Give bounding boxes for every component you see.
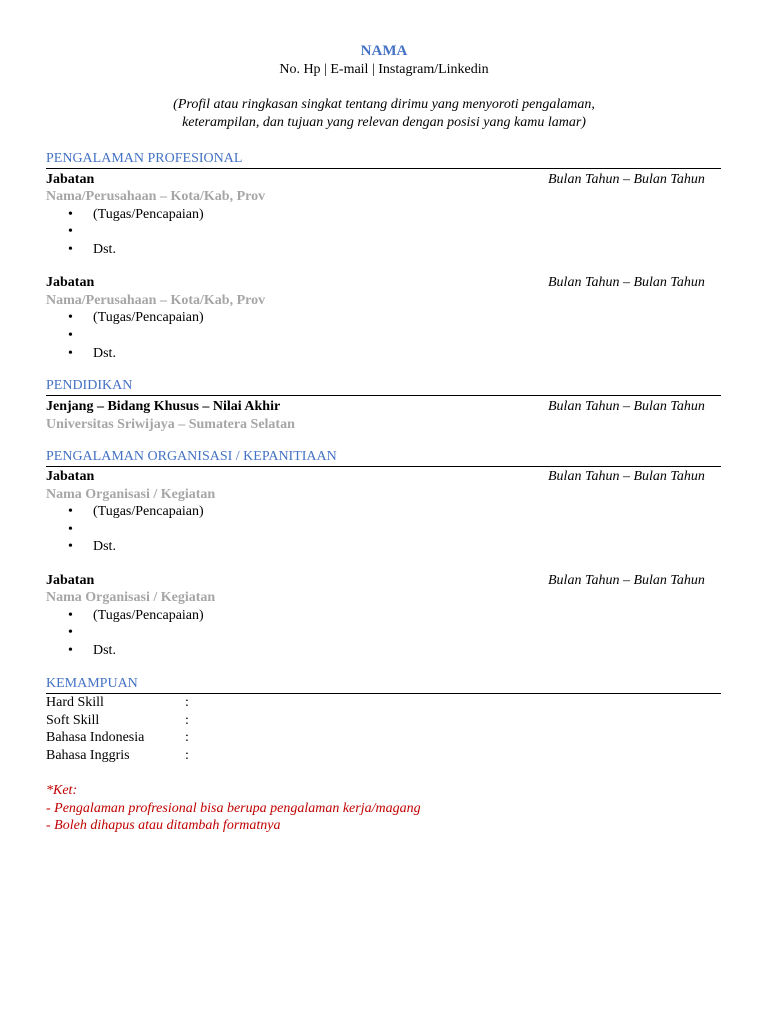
education-school: Universitas Sriwijaya – Sumatera Selatan: [46, 417, 295, 432]
bullet-icon: •: [68, 625, 73, 640]
org-date-range: Bulan Tahun – Bulan Tahun: [548, 573, 705, 588]
section-heading-professional: PENGALAMAN PROFESIONAL: [46, 150, 721, 169]
summary-line-1: (Profil atau ringkasan singkat tentang dirimu yang menyoroti pengalaman,: [173, 97, 595, 112]
skill-colon: :: [185, 695, 189, 710]
bullet-text: Dst.: [93, 643, 116, 658]
bullet-icon: •: [68, 539, 73, 554]
bullet-text: (Tugas/Pencapaian): [93, 207, 204, 222]
skill-label: Bahasa Indonesia: [46, 730, 145, 745]
note-title: *Ket:: [46, 783, 78, 798]
bullet-icon: •: [68, 328, 73, 343]
education-degree: Jenjang – Bidang Khusus – Nilai Akhir: [46, 399, 281, 414]
organization-name: Nama Organisasi / Kegiatan: [46, 487, 216, 502]
bullet-icon: •: [68, 643, 73, 658]
organization-name: Nama Organisasi / Kegiatan: [46, 590, 216, 605]
bullet-icon: •: [68, 346, 73, 361]
bullet-icon: •: [68, 242, 73, 257]
bullet-text: (Tugas/Pencapaian): [93, 504, 204, 519]
skill-colon: :: [185, 748, 189, 763]
skill-colon: :: [185, 730, 189, 745]
bullet-text: (Tugas/Pencapaian): [93, 608, 204, 623]
bullet-icon: •: [68, 504, 73, 519]
bullet-icon: •: [68, 310, 73, 325]
profile-summary: [0, 96, 768, 131]
skill-label: Hard Skill: [46, 695, 104, 710]
bullet-icon: •: [68, 224, 73, 239]
job-date-range: Bulan Tahun – Bulan Tahun: [548, 275, 705, 290]
resume-name: NAMA: [360, 43, 408, 59]
contact-line: No. Hp | E-mail | Instagram/Linkedin: [279, 62, 489, 77]
bullet-text: (Tugas/Pencapaian): [93, 310, 204, 325]
bullet-text: Dst.: [93, 539, 116, 554]
org-role-title: Jabatan: [46, 469, 95, 484]
education-date-range: Bulan Tahun – Bulan Tahun: [548, 399, 705, 414]
org-role-title: Jabatan: [46, 573, 95, 588]
section-heading-skills: KEMAMPUAN: [46, 675, 721, 694]
job-date-range: Bulan Tahun – Bulan Tahun: [548, 172, 705, 187]
bullet-icon: •: [68, 608, 73, 623]
company-name: Nama/Perusahaan – Kota/Kab, Prov: [46, 293, 266, 308]
skill-label: Soft Skill: [46, 713, 100, 728]
org-date-range: Bulan Tahun – Bulan Tahun: [548, 469, 705, 484]
bullet-icon: •: [68, 522, 73, 537]
summary-line-2: keterampilan, dan tujuan yang relevan dengan posisi yang kamu lamar): [182, 114, 586, 130]
bullet-icon: •: [68, 207, 73, 222]
note-line: - Pengalaman profresional bisa berupa pengalaman kerja/magang: [46, 801, 421, 816]
section-heading-education: PENDIDIKAN: [46, 377, 721, 396]
bullet-text: Dst.: [93, 346, 116, 361]
note-line: - Boleh dihapus atau ditambah formatnya: [46, 818, 281, 833]
job-title: Jabatan: [46, 172, 95, 187]
skill-colon: :: [185, 713, 189, 728]
section-heading-organization: PENGALAMAN ORGANISASI / KEPANITIAAN: [46, 448, 721, 467]
skill-label: Bahasa Inggris: [46, 748, 130, 763]
job-title: Jabatan: [46, 275, 95, 290]
company-name: Nama/Perusahaan – Kota/Kab, Prov: [46, 189, 266, 204]
bullet-text: Dst.: [93, 242, 116, 257]
